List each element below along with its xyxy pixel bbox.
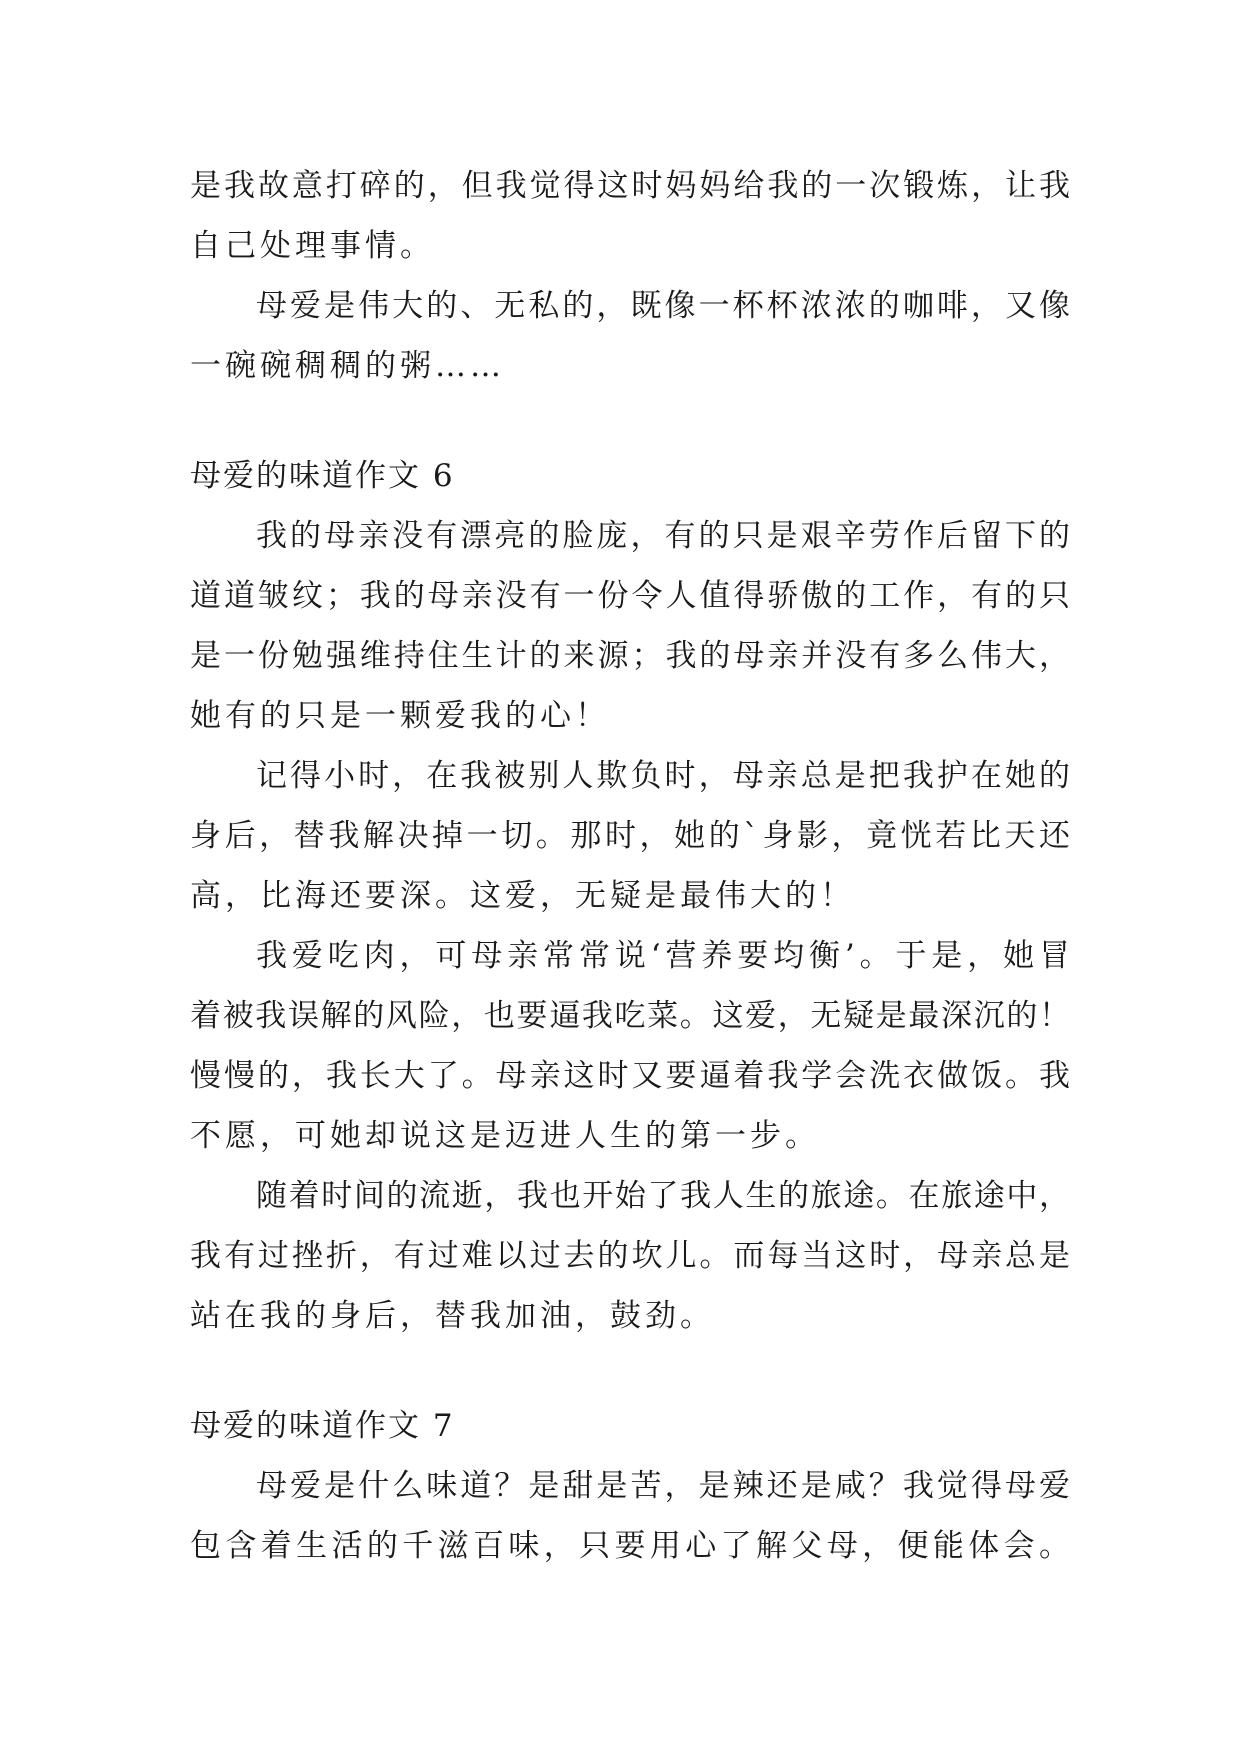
text-line: 包含着生活的千滋百味，只要用心了解父母，便能体会。 [190, 1528, 1070, 1564]
text-line: 身后，替我解决掉一切。那时，她的`身影，竟恍若比天还 [190, 818, 1070, 854]
text-line: 我的母亲没有漂亮的脸庞，有的只是艰辛劳作后留下的 [256, 518, 1070, 554]
text-line: 母爱是什么味道？是甜是苦，是辣还是咸？我觉得母爱 [256, 1468, 1070, 1504]
text-line: 记得小时，在我被别人欺负时，母亲总是把我护在她的 [256, 758, 1070, 794]
section-heading: 母爱的味道作文 7 [190, 1408, 455, 1444]
text-line: 自己处理事情。 [190, 228, 435, 264]
text-line: 着被我误解的风险，也要逼我吃菜。这爱，无疑是最深沉的！ [190, 998, 1070, 1034]
text-line: 一碗碗稠稠的粥…… [190, 348, 505, 384]
text-line: 随着时间的流逝，我也开始了我人生的旅途。在旅途中， [256, 1178, 1070, 1214]
text-line: 母爱是伟大的、无私的，既像一杯杯浓浓的咖啡，又像 [256, 288, 1070, 324]
text-line: 慢慢的，我长大了。母亲这时又要逼着我学会洗衣做饭。我 [190, 1058, 1070, 1094]
text-line: 是我故意打碎的，但我觉得这时妈妈给我的一次锻炼，让我 [190, 168, 1070, 204]
text-line: 道道皱纹；我的母亲没有一份令人值得骄傲的工作，有的只 [190, 578, 1070, 614]
text-line: 是一份勉强维持住生计的来源；我的母亲并没有多么伟大， [190, 638, 1070, 674]
text-line: 不愿，可她却说这是迈进人生的第一步。 [190, 1118, 820, 1154]
text-line: 我爱吃肉，可母亲常常说‘营养要均衡’。于是，她冒 [256, 938, 1070, 974]
text-line: 她有的只是一颗爱我的心！ [190, 698, 610, 734]
text-line: 站在我的身后，替我加油，鼓劲。 [190, 1298, 715, 1334]
text-line: 高，比海还要深。这爱，无疑是最伟大的！ [190, 878, 855, 914]
text-line: 我有过挫折，有过难以过去的坎儿。而每当这时，母亲总是 [190, 1238, 1070, 1274]
section-heading: 母爱的味道作文 6 [190, 458, 455, 494]
